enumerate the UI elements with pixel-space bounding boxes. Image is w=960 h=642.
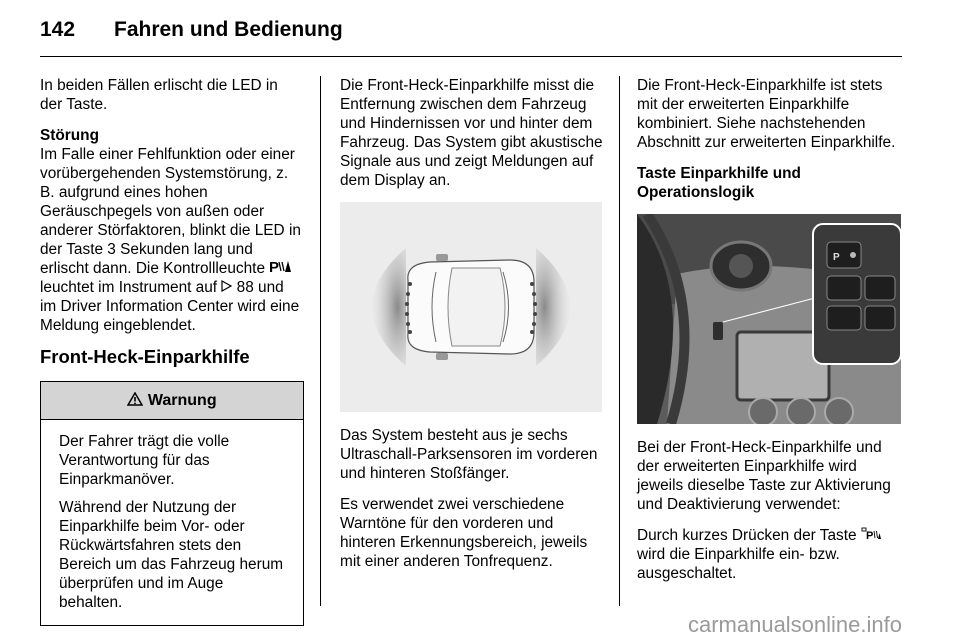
column-2: [340, 76, 604, 583]
paragraph-led-off: In beiden Fällen erlischt die LED in der Taste.: [40, 77, 278, 113]
car-top-view: [408, 254, 534, 360]
short-press-text-b: wird die Einparkhilfe ein- bzw. ausgeschaltet.: [637, 546, 840, 582]
paragraph-short-press: [637, 526, 901, 583]
warning-header: [41, 382, 303, 420]
section-title: Front-Heck-Einparkhilfe: [40, 346, 250, 367]
fault-text-3: und im Driver Information Center wird eine Meldung eingeblendet.: [40, 279, 300, 334]
svg-text:P: P: [833, 252, 840, 263]
paragraph-measures-distance: Die Front-Heck-Einparkhilfe misst die Entfernung zwischen dem Fahrzeug und Hindernissen vor und hinter dem Fahrzeug. Das System gibt akustische Signale aus und zeigt Meldungen auf dem Display an.: [340, 77, 603, 189]
fault-heading: Störung: [40, 127, 99, 144]
warning-text-2: Während der Nutzung der Einparkhilfe beim Vor- oder Rückwärtsfahren stets den Bereich um das Fahrzeug herum überprüfen und im Auge behalten.: [59, 499, 284, 611]
column-divider-1: [320, 76, 321, 606]
warning-box: [40, 381, 304, 626]
page-reference-arrow-icon: [221, 279, 232, 296]
column-3: [637, 76, 901, 595]
paragraph-combined: Die Front-Heck-Einparkhilfe ist stets mit der erweiterten Einparkhilfe kombiniert. Siehe nachstehenden Abschnitt zur erweiterten Einparkhilfe.: [637, 77, 896, 151]
warning-title: Warnung: [147, 392, 217, 409]
column-1: [40, 76, 304, 626]
warning-triangle-icon: [127, 392, 143, 409]
fault-text-1: Im Falle einer Fehlfunktion oder einer vorübergehenden Systemstörung, z. B. aufgrund eines hohen Geräuschpegels von außen oder anderer Störfaktoren, blinkt die LED in der Taste 3 Sekunden lang und erlischt dann. Die Kontrollleuchte: [40, 146, 301, 277]
paragraph-warning-tones: Es verwendet zwei verschiedene Warntöne für den vorderen und hinteren Erkennungsbereich, jeweils mit einer anderen Tonfrequenz.: [340, 496, 588, 570]
subhead-button-logic: Taste Einparkhilfe und Operationslogik: [637, 165, 801, 201]
parking-assist-button-icon: [861, 527, 881, 543]
page-reference-number[interactable]: 88: [236, 279, 254, 296]
column-divider-2: [619, 76, 620, 606]
short-press-text-a: Durch kurzes Drücken der Taste: [637, 527, 857, 544]
warning-text-1: Der Fahrer trägt die volle Verantwortung für das Einparkmanöver.: [59, 433, 230, 488]
page-header: [40, 18, 343, 42]
svg-text:P: P: [865, 530, 874, 540]
warning-body: [41, 420, 303, 625]
parking-assist-lamp-icon: [269, 260, 291, 277]
svg-text:P: P: [269, 259, 280, 273]
watermark: carmanualsonline.info: [687, 612, 902, 637]
fault-text-2: leuchtet im Instrument auf: [40, 279, 218, 296]
page-title: Fahren und Bedienung: [114, 18, 343, 41]
paragraph-six-sensors: Das System besteht aus je sechs Ultraschall-Parksensoren im vorderen und hinteren Stoßfänger.: [340, 427, 598, 482]
dashboard-button-photo: [637, 214, 901, 424]
fault-paragraph: [40, 126, 304, 335]
page-number: 142: [40, 18, 76, 41]
parking-sensor-illustration: [340, 202, 602, 412]
header-rule: [40, 56, 902, 57]
paragraph-same-button: Bei der Front-Heck-Einparkhilfe und der erweiterten Einparkhilfe wird jeweils dieselbe Taste zur Aktivierung und Deaktivierung verwendet:: [637, 439, 891, 513]
subhead-paragraph: [637, 164, 901, 202]
